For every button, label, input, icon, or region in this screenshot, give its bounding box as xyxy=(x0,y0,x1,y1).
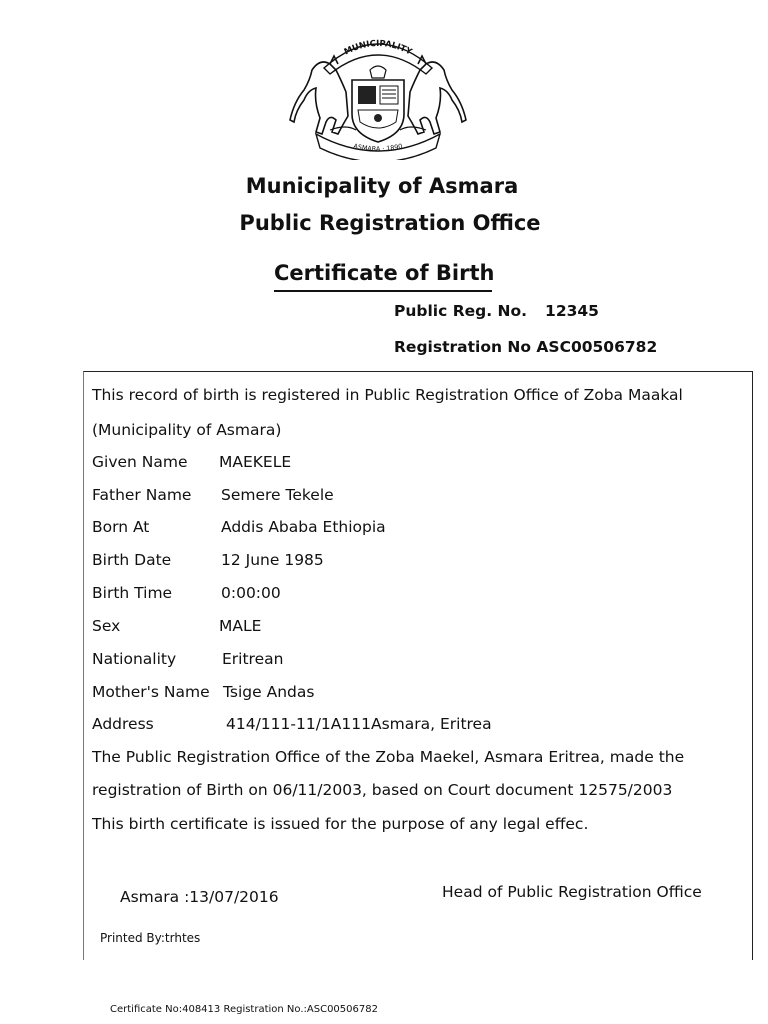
signatory-title: Head of Public Registration Office xyxy=(442,883,702,901)
mother-name-label: Mother's Name xyxy=(92,683,210,701)
given-name-label: Given Name xyxy=(92,453,188,471)
birth-date-value: 12 June 1985 xyxy=(221,551,324,569)
nationality-label: Nationality xyxy=(92,650,177,668)
shield-icon xyxy=(352,66,404,142)
address-value: 414/111-11/1A111Asmara, Eritrea xyxy=(226,715,492,733)
statement-line-2: registration of Birth on 06/11/2003, based on Court document 12575/2003 xyxy=(92,781,673,799)
title-underline xyxy=(274,290,492,292)
birth-time-label: Birth Time xyxy=(92,584,173,602)
certificate-title: Certificate of Birth xyxy=(274,261,495,285)
nationality-value: Eritrean xyxy=(222,650,284,668)
municipality-seal xyxy=(286,30,470,160)
born-at-label: Born At xyxy=(92,518,150,536)
public-reg-line xyxy=(394,302,599,320)
printed-by: Printed By:trhtes xyxy=(100,931,201,945)
seal-top-text: MUNICIPALITY xyxy=(342,38,414,58)
public-reg-value: 12345 xyxy=(545,302,599,320)
sex-label: Sex xyxy=(92,617,121,635)
intro-line-2: (Municipality of Asmara) xyxy=(92,421,282,439)
footer-certificate-info: Certificate No:408413 Registration No.:ASC00506782 xyxy=(110,1004,378,1015)
father-name-value: Semere Tekele xyxy=(221,486,334,504)
registration-number: Registration No ASC00506782 xyxy=(394,338,658,356)
municipality-heading: Municipality of Asmara xyxy=(245,174,519,198)
birth-date-label: Birth Date xyxy=(92,551,172,569)
born-at-value: Addis Ababa Ethiopia xyxy=(221,518,386,536)
place-date: Asmara :13/07/2016 xyxy=(120,888,279,906)
father-name-label: Father Name xyxy=(92,486,192,504)
sex-value: MALE xyxy=(219,617,262,635)
seal-bottom-text: ASMARA · 1890 xyxy=(352,142,404,154)
statement-line-3: This birth certificate is issued for the purpose of any legal effec. xyxy=(92,815,589,833)
statement-line-1: The Public Registration Office of the Zoba Maekel, Asmara Eritrea, made the xyxy=(92,748,685,766)
address-label: Address xyxy=(92,715,154,733)
mother-name-value: Tsige Andas xyxy=(223,683,315,701)
birth-time-value: 0:00:00 xyxy=(221,584,281,602)
public-reg-label: Public Reg. No. xyxy=(394,302,528,320)
office-heading: Public Registration Office xyxy=(239,211,541,235)
given-name-value: MAEKELE xyxy=(219,453,292,471)
intro-line-1: This record of birth is registered in Public Registration Office of Zoba Maakal xyxy=(92,386,683,404)
